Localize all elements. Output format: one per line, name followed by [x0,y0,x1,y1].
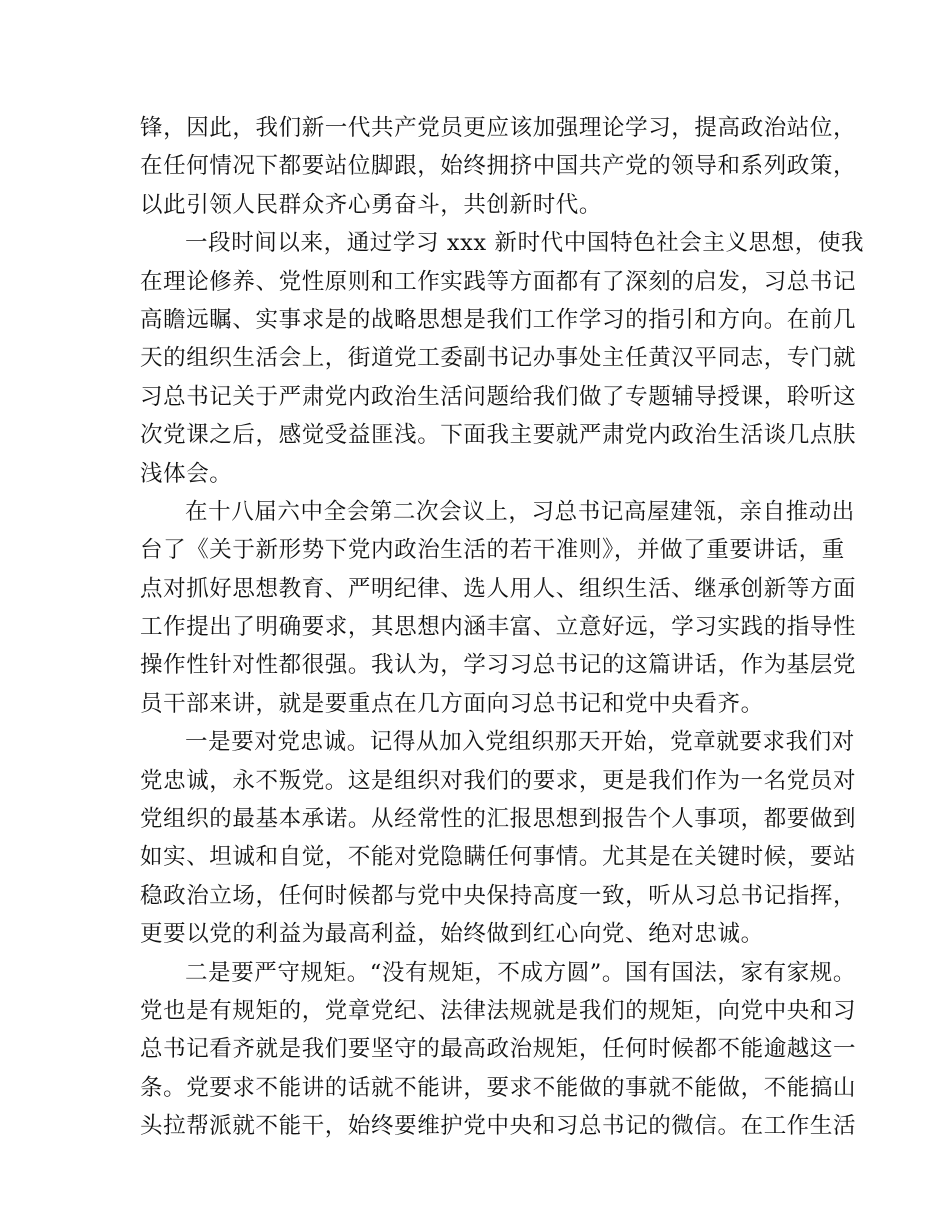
text-line: 天的组织生活会上，街道党工委副书记办事处主任黄汉平同志，专门就 [140,345,857,372]
text-line: 锋，因此，我们新一代共产党员更应该加强理论学习，提高政治站位， [140,115,857,141]
text-line: 次党课之后，感觉受益匪浅。下面我主要就严肃党内政治生活谈几点肤 [140,422,857,449]
paragraph-start-line: 在十八届六中全会第二次会议上，习总书记高屋建瓴，亲自推动出 [185,498,855,525]
text-line: 以此引领人民群众齐心勇奋斗，共创新时代。 [140,191,603,218]
paragraph-start-line: 一是要对党忠诚。记得从加入党组织那天开始，党章就要求我们对 [185,729,855,756]
text-line: 点对抓好思想教育、严明纪律、选人用人、组织生活、继承创新等方面 [140,575,857,602]
text-line: 操作性针对性都很强。我认为，学习习总书记的这篇讲话，作为基层党 [140,652,857,679]
text-line: 条。党要求不能讲的话就不能讲，要求不能做的事就不能做，不能搞山 [140,1074,857,1101]
paragraph-start-line: 二是要严守规矩。“没有规矩，不成方圆”。国有国法，家有家规。 [185,959,857,986]
text-line: 更要以党的利益为最高利益，始终做到红心向党、绝对忠诚。 [140,921,764,948]
text-line: 党忠诚，永不叛党。这是组织对我们的要求，更是我们作为一名党员对 [140,767,857,794]
text-line: 在任何情况下都要站位脚跟，始终拥挤中国共产党的领导和系列政策， [140,153,857,180]
text-line: 如实、坦诚和自觉，不能对党隐瞒任何事情。尤其是在关键时候，要站 [140,844,857,871]
text-line: 工作提出了明确要求，其思想内涵丰富、立意好远，学习实践的指导性 [140,614,857,641]
text-line: 党组织的最基本承诺。从经常性的汇报思想到报告个人事项，都要做到 [140,806,857,833]
paragraph-start-line: 一段时间以来，通过学习 xxx 新时代中国特色社会主义思想，使我 [185,230,865,257]
text-line: 习总书记关于严肃党内政治生活问题给我们做了专题辅导授课，聆听这 [140,383,857,410]
text-line: 党也是有规矩的，党章党纪、法律法规就是我们的规矩，向党中央和习 [140,997,857,1024]
text-line: 头拉帮派就不能干，始终要维护党中央和习总书记的微信。在工作生活 [140,1113,857,1140]
text-line: 高瞻远瞩、实事求是的战略思想是我们工作学习的指引和方向。在前几 [140,306,857,333]
text-line: 总书记看齐就是我们要坚守的最高政治规矩，任何时候都不能逾越这一 [140,1036,857,1063]
text-line: 在理论修养、党性原则和工作实践等方面都有了深刻的启发，习总书记 [140,268,857,295]
text-line: 稳政治立场，任何时候都与党中央保持高度一致，听从习总书记指挥， [140,882,857,909]
body-text [140,109,865,1146]
text-line: 台了《关于新形势下党内政治生活的若干准则》，并做了重要讲话，重 [140,537,845,564]
text-line: 员干部来讲，就是要重点在几方面向习总书记和党中央看齐。 [140,690,764,717]
text-line: 浅体会。 [140,460,233,487]
